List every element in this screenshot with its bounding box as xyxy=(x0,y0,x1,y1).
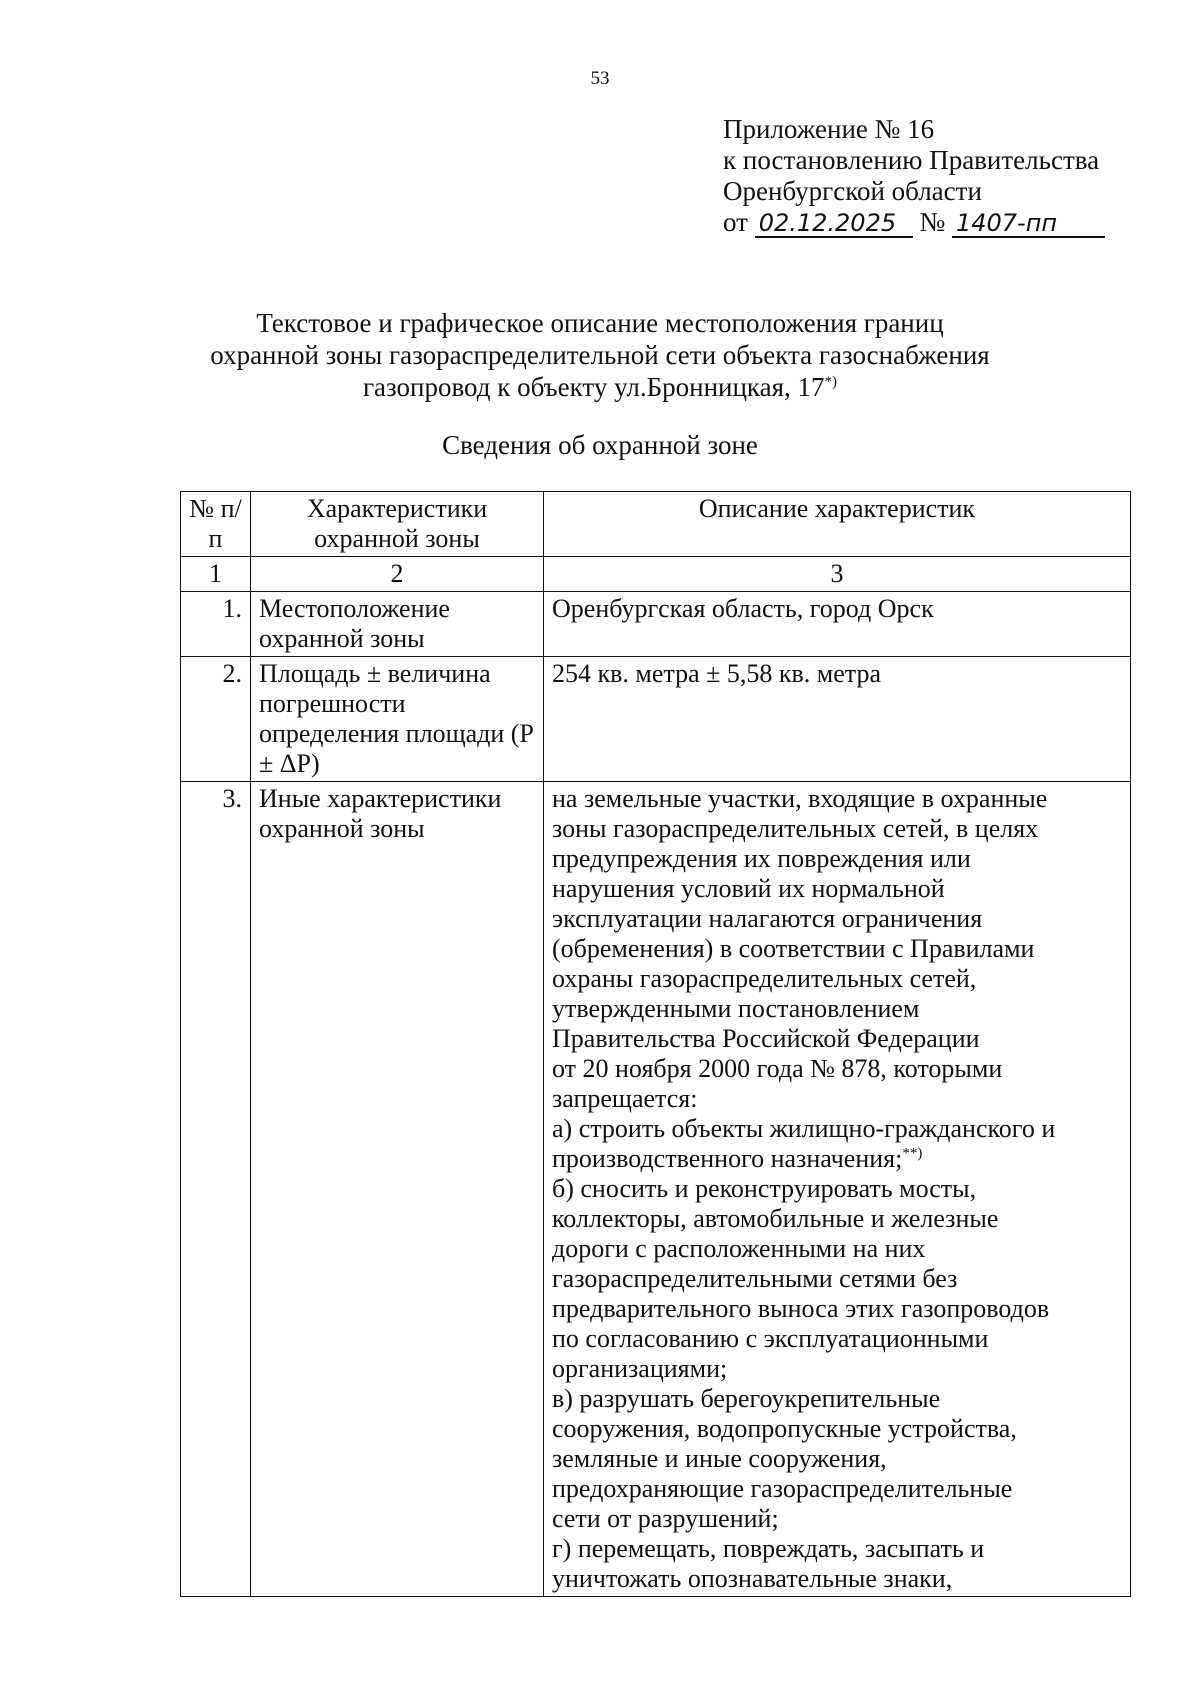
description-line: (обременения) в соответствии с Правилами xyxy=(552,934,1035,963)
protected-zone-table xyxy=(180,491,1131,1597)
row-characteristic: Иные характеристики охранной зоны xyxy=(251,782,544,1597)
description-line: запрещается: xyxy=(552,1084,698,1113)
row-characteristic: Площадь ± величина погрешности определения площади (P ± ΔP) xyxy=(251,657,544,782)
table-row xyxy=(181,657,1131,782)
description-line: газораспределительными сетями без xyxy=(552,1264,958,1293)
footnote-mark: **) xyxy=(902,1145,923,1162)
description-line: эксплуатации налагаются ограничения xyxy=(552,904,983,933)
annex-block xyxy=(723,114,1105,238)
description-line: предварительного выноса этих газопроводов xyxy=(552,1294,1050,1323)
row-number: 2. xyxy=(181,657,251,782)
description-line: в) разрушать берегоукрепительные xyxy=(552,1384,941,1413)
description-line: по согласованию с эксплуатационными xyxy=(552,1324,989,1353)
annex-title: Приложение № 16 xyxy=(723,114,935,144)
number-sign: № xyxy=(919,207,946,237)
title-line-3 xyxy=(150,371,1050,403)
table-row xyxy=(181,592,1131,657)
table-header-row xyxy=(181,492,1131,557)
description-line: земляные и иные сооружения, xyxy=(552,1444,887,1473)
description-line: утвержденными постановлением xyxy=(552,994,920,1023)
row-description-long xyxy=(544,782,1131,1597)
description-line-with-footnote xyxy=(552,1144,1122,1174)
header-description: Описание характеристик xyxy=(544,492,1131,557)
row-number: 3. xyxy=(181,782,251,1597)
annex-resolution-line: к постановлению Правительства xyxy=(723,145,1100,175)
annex-date-line xyxy=(723,207,1105,238)
table-index-row xyxy=(181,557,1131,592)
description-line: сети от разрушений; xyxy=(552,1504,779,1533)
description-line: г) перемещать, повреждать, засыпать и xyxy=(552,1534,985,1563)
row-characteristic: Местоположение охранной зоны xyxy=(251,592,544,657)
annex-region-line: Оренбургской области xyxy=(723,176,982,206)
description-line: б) сносить и реконструировать мосты, xyxy=(552,1174,977,1203)
description-line: дороги с расположенными на них xyxy=(552,1234,926,1263)
description-line: Правительства Российской Федерации xyxy=(552,1024,980,1053)
description-line: сооружения, водопропускные устройства, xyxy=(552,1414,1017,1443)
description-line: а) строить объекты жилищно-гражданского и xyxy=(552,1114,1056,1143)
description-line: охраны газораспределительных сетей, xyxy=(552,964,977,993)
title-line-3-text: газопровод к объекту ул.Бронницкая, 17 xyxy=(362,372,825,402)
description-line: предупреждения их повреждения или xyxy=(552,844,971,873)
header-number: № п/п xyxy=(181,492,251,557)
footnote-mark: *) xyxy=(824,374,838,390)
section-subtitle: Сведения об охранной зоне xyxy=(442,430,758,460)
table-row xyxy=(181,782,1131,1597)
date-prefix: от xyxy=(723,207,748,237)
description-line: уничтожать опознавательные знаки, xyxy=(552,1564,953,1593)
description-line: на земельные участки, входящие в охранные xyxy=(552,784,1048,813)
description-line: предохраняющие газораспределительные xyxy=(552,1474,1013,1503)
description-line: производственного назначения; xyxy=(552,1144,903,1173)
row-number: 1. xyxy=(181,592,251,657)
handwritten-date: 02.12.2025 xyxy=(755,210,913,238)
description-line: организациями; xyxy=(552,1354,728,1383)
description-line: зоны газораспределительных сетей, в целях xyxy=(552,814,1039,843)
index-cell: 3 xyxy=(544,557,1131,592)
index-cell: 2 xyxy=(251,557,544,592)
description-line: нарушения условий их нормальной xyxy=(552,874,945,903)
handwritten-number: 1407-пп xyxy=(952,210,1105,238)
title-line-1: Текстовое и графическое описание местоположения границ xyxy=(256,308,944,338)
document-title xyxy=(150,307,1050,403)
title-line-2: охранной зоны газораспределительной сети объекта газоснабжения xyxy=(210,340,990,370)
row-description: Оренбургская область, город Орск xyxy=(544,592,1131,657)
row-description: 254 кв. метра ± 5,58 кв. метра xyxy=(544,657,1131,782)
description-line: коллекторы, автомобильные и железные xyxy=(552,1204,999,1233)
header-characteristic: Характеристики охранной зоны xyxy=(251,492,544,557)
page-number: 53 xyxy=(590,68,610,89)
index-cell: 1 xyxy=(181,557,251,592)
description-line: от 20 ноября 2000 года № 878, которыми xyxy=(552,1054,1003,1083)
